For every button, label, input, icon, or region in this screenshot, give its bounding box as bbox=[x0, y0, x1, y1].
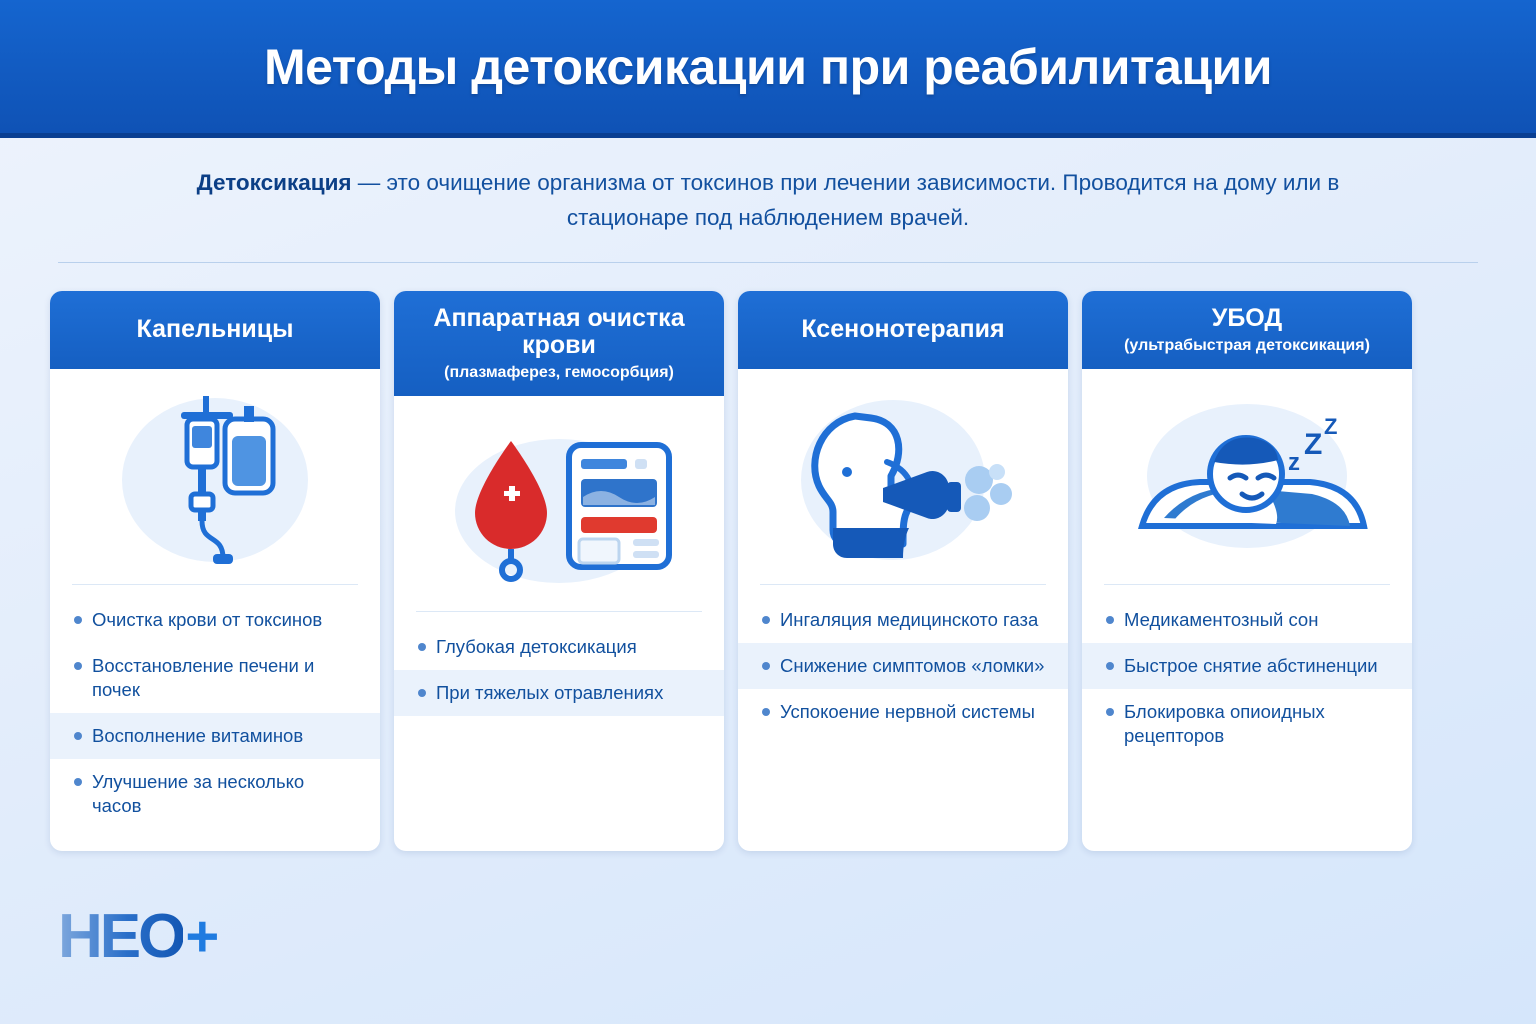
card-bullet-list bbox=[394, 612, 724, 851]
brand-logo bbox=[58, 901, 219, 972]
logo-text: HEO bbox=[58, 902, 184, 971]
intro-lead: Детоксикация bbox=[196, 170, 352, 195]
list-item bbox=[738, 643, 1068, 689]
card-title: Капельницы bbox=[136, 315, 294, 343]
bullet-dot bbox=[1106, 662, 1114, 670]
page-title: Методы детоксикации при реабилитации bbox=[263, 38, 1273, 95]
method-card[interactable] bbox=[394, 291, 724, 851]
list-item bbox=[1082, 689, 1412, 759]
card-header bbox=[1082, 291, 1412, 369]
sleeping-patient-icon bbox=[1082, 369, 1412, 584]
bullet-dot bbox=[74, 616, 82, 624]
list-item bbox=[738, 689, 1068, 735]
list-item-label: При тяжелых отравлениях bbox=[436, 681, 664, 703]
bullet-dot bbox=[1106, 708, 1114, 716]
method-card[interactable] bbox=[50, 291, 380, 851]
bullet-dot bbox=[1106, 616, 1114, 624]
intro-text: — это очищение организма от токсинов при лечении зависимости. Проводится на дому или в стационаре под наблюдением врачей. bbox=[351, 170, 1340, 230]
svg-text:Z: Z bbox=[1324, 414, 1338, 440]
list-item bbox=[50, 643, 380, 713]
bullet-dot bbox=[762, 708, 770, 716]
bullet-dot bbox=[74, 662, 82, 670]
list-item bbox=[50, 759, 380, 829]
list-item-label: Медикаментозный сон bbox=[1124, 608, 1319, 630]
card-title: Ксенонотерапия bbox=[801, 315, 1005, 343]
svg-text:Z: Z bbox=[1304, 428, 1323, 462]
list-item-label: Снижение симптомов «ломки» bbox=[780, 654, 1045, 676]
list-item-label: Блокировка опиоидных рецепторов bbox=[1124, 700, 1325, 746]
bullet-dot bbox=[418, 689, 426, 697]
list-item bbox=[1082, 597, 1412, 643]
method-card[interactable] bbox=[738, 291, 1068, 851]
inhalation-mask-icon bbox=[738, 369, 1068, 584]
card-title: Аппаратная очистка крови bbox=[433, 303, 685, 360]
card-header bbox=[50, 291, 380, 369]
list-item-label: Улучшение за несколько часов bbox=[92, 770, 305, 816]
card-bullet-list bbox=[50, 585, 380, 851]
list-item bbox=[394, 624, 724, 670]
logo-plus-icon: + bbox=[185, 904, 220, 969]
methods-card-grid bbox=[0, 263, 1536, 851]
list-item bbox=[50, 713, 380, 759]
card-bullet-list bbox=[1082, 585, 1412, 851]
card-header bbox=[394, 291, 724, 396]
card-header bbox=[738, 291, 1068, 369]
bullet-dot bbox=[74, 732, 82, 740]
method-card[interactable] bbox=[1082, 291, 1412, 851]
list-item-label: Глубокая детоксикация bbox=[436, 635, 637, 657]
list-item-label: Ингаляция медицинското газа bbox=[780, 608, 1039, 630]
list-item bbox=[1082, 643, 1412, 689]
list-item-label: Быстрое снятие абстиненции bbox=[1124, 654, 1378, 676]
page-header bbox=[0, 0, 1536, 138]
card-subtitle: (ультрабыстрая детоксикация) bbox=[1124, 336, 1370, 354]
bullet-dot bbox=[418, 643, 426, 651]
card-title: УБОД bbox=[1211, 304, 1283, 332]
blood-drop-machine-icon bbox=[394, 396, 724, 611]
bullet-dot bbox=[74, 778, 82, 786]
card-bullet-list bbox=[738, 585, 1068, 851]
list-item bbox=[394, 670, 724, 716]
list-item bbox=[50, 597, 380, 643]
bullet-dot bbox=[762, 616, 770, 624]
svg-text:z: z bbox=[1288, 449, 1300, 477]
list-item-label: Восполнение витаминов bbox=[92, 724, 304, 746]
list-item-label: Очистка крови от токсинов bbox=[92, 608, 323, 630]
list-item-label: Восстановление печени и почек bbox=[92, 654, 315, 700]
bullet-dot bbox=[762, 662, 770, 670]
list-item-label: Успокоение нервной системы bbox=[780, 700, 1035, 722]
card-subtitle: (плазмаферез, гемосорбция) bbox=[444, 363, 674, 381]
list-item bbox=[738, 597, 1068, 643]
intro-paragraph bbox=[178, 166, 1358, 236]
iv-drip-icon bbox=[50, 369, 380, 584]
